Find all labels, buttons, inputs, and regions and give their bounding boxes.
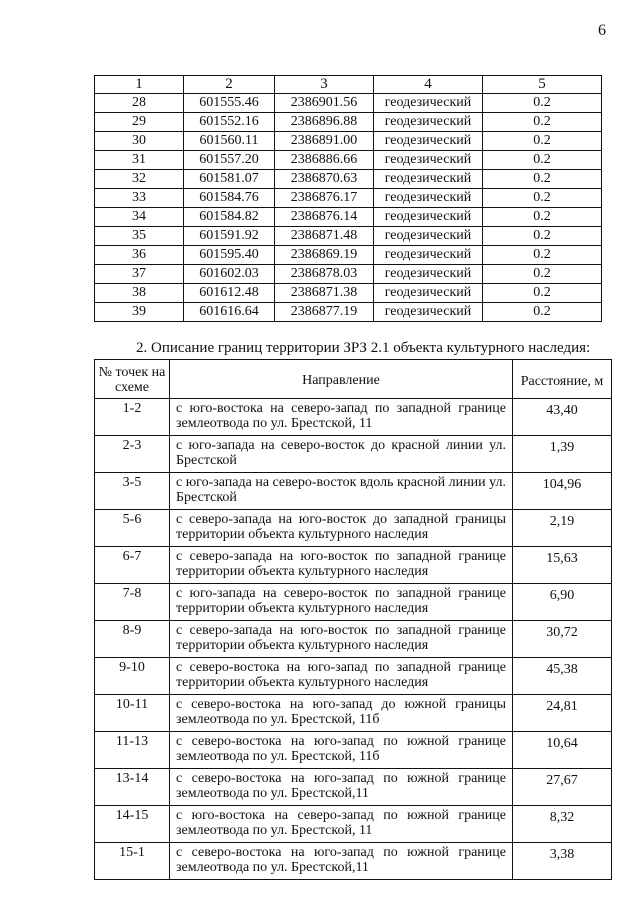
coordinates-cell: 2386901.56 [275, 94, 374, 113]
coordinates-cell: геодезический [374, 265, 483, 284]
coordinates-header-cell: 5 [483, 76, 602, 94]
coordinates-cell: 36 [95, 246, 184, 265]
coordinates-cell: 28 [95, 94, 184, 113]
boundaries-cell: 3,38 [513, 843, 612, 880]
coordinates-cell: геодезический [374, 208, 483, 227]
coordinates-cell: 2386886.66 [275, 151, 374, 170]
coordinates-cell: геодезический [374, 189, 483, 208]
boundaries-cell: с северо-востока на юго-запад до южной границы землеотвода по ул. Брестской, 11б [170, 695, 513, 732]
coordinates-cell: геодезический [374, 246, 483, 265]
coordinates-cell: 38 [95, 284, 184, 303]
coordinates-cell: 29 [95, 113, 184, 132]
coordinates-row [95, 113, 602, 132]
coordinates-cell: 35 [95, 227, 184, 246]
coordinates-cell: 34 [95, 208, 184, 227]
boundaries-cell: с северо-запада на юго-восток до западной границы территории объекта культурного наследия [170, 510, 513, 547]
coordinates-cell: геодезический [374, 170, 483, 189]
coordinates-row [95, 132, 602, 151]
coordinates-cell: 601581.07 [184, 170, 275, 189]
boundaries-cell: с северо-востока на юго-запад по западной границе территории объекта культурного наследия [170, 658, 513, 695]
coordinates-table [94, 75, 602, 322]
coordinates-cell: 601595.40 [184, 246, 275, 265]
boundaries-cell: 30,72 [513, 621, 612, 658]
coordinates-cell: 0.2 [483, 189, 602, 208]
coordinates-cell: 601584.76 [184, 189, 275, 208]
coordinates-cell: 2386876.17 [275, 189, 374, 208]
coordinates-cell: 0.2 [483, 265, 602, 284]
coordinates-cell: геодезический [374, 94, 483, 113]
boundaries-cell: 6,90 [513, 584, 612, 621]
coordinates-row [95, 227, 602, 246]
boundaries-cell: 14-15 [95, 806, 170, 843]
boundaries-cell: с юго-запада на северо-восток вдоль красной линии ул. Брестской [170, 473, 513, 510]
boundaries-row [95, 695, 612, 732]
coordinates-header-cell: 1 [95, 76, 184, 94]
coordinates-cell: 0.2 [483, 284, 602, 303]
boundaries-cell: 15,63 [513, 547, 612, 584]
boundaries-row [95, 843, 612, 880]
boundaries-cell: 1-2 [95, 399, 170, 436]
boundaries-row [95, 473, 612, 510]
coordinates-cell: геодезический [374, 113, 483, 132]
boundaries-row [95, 547, 612, 584]
coordinates-cell: 0.2 [483, 208, 602, 227]
coordinates-row [95, 94, 602, 113]
page-number: 6 [598, 22, 606, 39]
boundaries-cell: 27,67 [513, 769, 612, 806]
coordinates-cell: 0.2 [483, 151, 602, 170]
boundaries-cell: 45,38 [513, 658, 612, 695]
coordinates-cell: 30 [95, 132, 184, 151]
boundaries-cell: с юго-запада на северо-восток по западной границе территории объекта культурного наследия [170, 584, 513, 621]
coordinates-cell: 37 [95, 265, 184, 284]
coordinates-cell: 0.2 [483, 132, 602, 151]
boundaries-header-cell: Направление [170, 360, 513, 399]
coordinates-cell: геодезический [374, 151, 483, 170]
coordinates-cell: 0.2 [483, 170, 602, 189]
boundaries-header-cell: Расстояние, м [513, 360, 612, 399]
coordinates-cell: 601555.46 [184, 94, 275, 113]
boundaries-row [95, 621, 612, 658]
boundaries-cell: с юго-востока на северо-запад по южной границе землеотвода по ул. Брестской, 11 [170, 806, 513, 843]
boundaries-row [95, 806, 612, 843]
boundaries-cell: 10,64 [513, 732, 612, 769]
section-heading: 2. Описание границ территории ЗРЗ 2.1 объекта культурного наследия: [136, 340, 591, 356]
boundaries-cell: 2,19 [513, 510, 612, 547]
boundaries-cell: 3-5 [95, 473, 170, 510]
boundaries-cell: 8-9 [95, 621, 170, 658]
coordinates-cell: 2386869.19 [275, 246, 374, 265]
coordinates-cell: 601560.11 [184, 132, 275, 151]
boundaries-row [95, 769, 612, 806]
boundaries-cell: с северо-востока на юго-запад по южной границе землеотвода по ул. Брестской,11 [170, 769, 513, 806]
coordinates-header-cell: 4 [374, 76, 483, 94]
boundaries-row [95, 399, 612, 436]
coordinates-cell: 601612.48 [184, 284, 275, 303]
boundaries-table [94, 359, 612, 880]
boundaries-row [95, 436, 612, 473]
coordinates-cell: 32 [95, 170, 184, 189]
boundaries-cell: 15-1 [95, 843, 170, 880]
boundaries-cell: 43,40 [513, 399, 612, 436]
coordinates-cell: 0.2 [483, 113, 602, 132]
coordinates-cell: 2386871.48 [275, 227, 374, 246]
coordinates-header-cell: 2 [184, 76, 275, 94]
coordinates-cell: 2386870.63 [275, 170, 374, 189]
coordinates-row [95, 246, 602, 265]
coordinates-row [95, 151, 602, 170]
boundaries-row [95, 510, 612, 547]
coordinates-cell: 0.2 [483, 227, 602, 246]
boundaries-row [95, 732, 612, 769]
coordinates-row [95, 189, 602, 208]
boundaries-cell: 7-8 [95, 584, 170, 621]
boundaries-cell: 1,39 [513, 436, 612, 473]
coordinates-cell: 2386871.38 [275, 284, 374, 303]
coordinates-cell: геодезический [374, 132, 483, 151]
coordinates-row [95, 170, 602, 189]
coordinates-cell: 31 [95, 151, 184, 170]
coordinates-cell: 601557.20 [184, 151, 275, 170]
boundaries-row [95, 658, 612, 695]
boundaries-cell: 11-13 [95, 732, 170, 769]
coordinates-cell: 601591.92 [184, 227, 275, 246]
boundaries-header-cell: № точек на схеме [95, 360, 170, 399]
coordinates-cell: 0.2 [483, 303, 602, 322]
boundaries-cell: 24,81 [513, 695, 612, 732]
boundaries-cell: 13-14 [95, 769, 170, 806]
coordinates-row [95, 284, 602, 303]
coordinates-header-row [95, 76, 602, 94]
boundaries-header-row [95, 360, 612, 399]
coordinates-cell: 39 [95, 303, 184, 322]
coordinates-cell: 2386891.00 [275, 132, 374, 151]
boundaries-cell: с юго-запада на северо-восток до красной линии ул. Брестской [170, 436, 513, 473]
coordinates-row [95, 265, 602, 284]
boundaries-cell: с юго-востока на северо-запад по западной границе землеотвода по ул. Брестской, 11 [170, 399, 513, 436]
boundaries-row [95, 584, 612, 621]
boundaries-cell: с северо-запада на юго-восток по западной границе территории объекта культурного наследия [170, 621, 513, 658]
coordinates-cell: 601584.82 [184, 208, 275, 227]
coordinates-cell: 601616.64 [184, 303, 275, 322]
coordinates-row [95, 303, 602, 322]
boundaries-cell: 8,32 [513, 806, 612, 843]
coordinates-cell: 601602.03 [184, 265, 275, 284]
boundaries-cell: 10-11 [95, 695, 170, 732]
boundaries-cell: 9-10 [95, 658, 170, 695]
boundaries-cell: 5-6 [95, 510, 170, 547]
coordinates-row [95, 208, 602, 227]
boundaries-cell: 6-7 [95, 547, 170, 584]
coordinates-cell: 33 [95, 189, 184, 208]
boundaries-cell: с северо-запада на юго-восток по западной границе территории объекта культурного наследия [170, 547, 513, 584]
coordinates-cell: 2386878.03 [275, 265, 374, 284]
coordinates-cell: 2386896.88 [275, 113, 374, 132]
boundaries-cell: 104,96 [513, 473, 612, 510]
coordinates-cell: 2386876.14 [275, 208, 374, 227]
coordinates-cell: 2386877.19 [275, 303, 374, 322]
boundaries-cell: с северо-востока на юго-запад по южной границе землеотвода по ул. Брестской, 11б [170, 732, 513, 769]
coordinates-cell: геодезический [374, 284, 483, 303]
coordinates-cell: геодезический [374, 303, 483, 322]
boundaries-cell: 2-3 [95, 436, 170, 473]
coordinates-cell: 0.2 [483, 94, 602, 113]
coordinates-cell: 0.2 [483, 246, 602, 265]
boundaries-cell: с северо-востока на юго-запад по южной границе землеотвода по ул. Брестской,11 [170, 843, 513, 880]
coordinates-header-cell: 3 [275, 76, 374, 94]
coordinates-cell: 601552.16 [184, 113, 275, 132]
coordinates-cell: геодезический [374, 227, 483, 246]
